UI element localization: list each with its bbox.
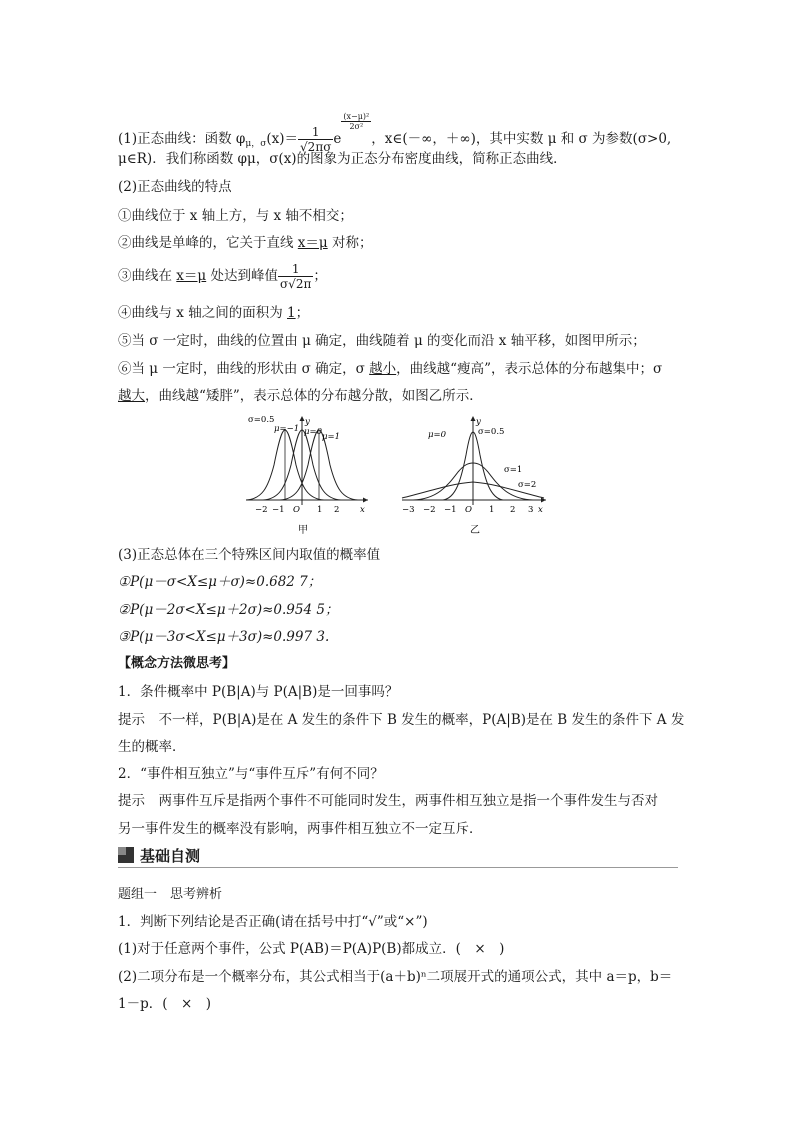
text: ； [313, 268, 327, 284]
mu-label: μ=−1 [274, 424, 300, 434]
tick-label: −3 [402, 505, 415, 515]
exercise-1-item-2a: (2)二项分布是一个概率分布，其公式相当于(a＋b)ⁿ二项展开式的通项公式，其中 a＝p，b＝ [118, 969, 673, 985]
figure-caption: 甲 [298, 525, 308, 536]
answer-1-line-1: 提示 不一样，P(B|A)是在 A 发生的条件下 B 发生的概率，P(A|B)是在 B 发生的条件下 A 发 [118, 712, 685, 728]
interval-1: ①P(μ－σ<X≤μ＋σ)≈0.682 7； [118, 574, 322, 590]
x-label: x [360, 505, 365, 515]
underlined-text: 越大 [118, 388, 145, 404]
answer-2-line-2: 另一事件发生的概率没有影响，两事件相互独立不一定互斥． [118, 821, 483, 837]
numerator: 1 [278, 262, 313, 277]
answer-2-line-1: 提示 两事件互斥是指两个事件不可能同时发生，两事件相互独立是指一个事件发生与否对 [118, 793, 658, 809]
text: ③曲线在 [118, 268, 177, 284]
group-title: 题组一 思考辨析 [118, 887, 223, 902]
section-title: 基础自测 [140, 846, 201, 865]
definition-line-1 [118, 112, 671, 154]
x-arrow [363, 498, 368, 503]
text: ，x∈(－∞，＋∞)，其中实数 μ 和 σ 为参数(σ>0, [371, 131, 672, 147]
text: ②曲线是单峰的，它关于直线 [118, 235, 298, 251]
tick-label: −2 [423, 505, 436, 515]
feature-5: ⑤当 σ 一定时，曲线的位置由 μ 确定，曲线随着 μ 的变化而沿 x 轴平移，如图甲所示； [118, 333, 646, 349]
interval-2: ②P(μ－2σ<X≤μ＋2σ)≈0.954 5； [118, 602, 339, 618]
underlined-text: x＝μ [176, 268, 207, 284]
y-label: y [305, 417, 310, 427]
tick-label: −1 [272, 505, 285, 515]
x-label: x [538, 505, 543, 515]
denominator: σ√2π [279, 277, 312, 291]
exercise-1: 1．判断下列结论是否正确(请在括号中打“√”或“×”) [118, 914, 428, 930]
text: 对称； [327, 235, 373, 251]
denominator: √2πσ [300, 140, 332, 154]
underlined-text: x＝μ [297, 235, 328, 251]
e-symbol: e [333, 131, 342, 147]
exercise-1-item-2b: 1－p．( × ) [118, 996, 212, 1012]
tick-label: 3 [528, 505, 534, 515]
text: (1)正态曲线：函数 φ [118, 131, 246, 147]
sigma-label: σ=1 [504, 465, 523, 475]
text: 处达到峰值 [206, 268, 278, 284]
question-2: 2．“事件相互独立”与“事件互斥”有何不同？ [118, 766, 384, 782]
numerator: (x−μ)² [343, 112, 370, 121]
underlined-text: 越小 [369, 361, 397, 377]
section-heading [118, 845, 200, 865]
mu-label: μ=0 [428, 430, 447, 440]
text: ④曲线与 x 轴之间的面积为 [118, 305, 287, 321]
feature-4 [118, 304, 309, 322]
text: ； [295, 305, 310, 321]
exponent-fraction [341, 112, 371, 131]
tick-label: 1 [489, 505, 495, 515]
text: (x)＝ [266, 131, 299, 147]
numerator: 1 [298, 125, 333, 140]
sigma-label: σ=0.5 [248, 415, 275, 425]
section-square-icon [118, 847, 134, 863]
feature-6b [118, 387, 483, 405]
tick-label: 2 [334, 505, 340, 515]
feature-3 [118, 262, 327, 291]
sigma-label: σ=2 [518, 480, 537, 490]
feature-1: ①曲线位于 x 轴上方，与 x 轴不相交； [118, 208, 353, 224]
y-arrow [471, 416, 476, 421]
mu-label: μ=1 [322, 432, 341, 442]
figure-jia [240, 410, 375, 538]
tick-label: 2 [510, 505, 516, 515]
text: ，曲线越“矮胖”，表示总体的分布越分散，如图乙所示． [145, 388, 483, 404]
y-arrow [300, 416, 305, 421]
interval-title: (3)正态总体在三个特殊区间内取值的概率值 [118, 547, 381, 563]
features-title: (2)正态曲线的特点 [118, 179, 232, 195]
subscript: μ，σ [245, 139, 267, 149]
tick-label: −2 [255, 505, 268, 515]
tick-label: O [465, 505, 472, 515]
y-label: y [476, 417, 481, 427]
figure-yi [398, 410, 550, 538]
tick-label: 1 [317, 505, 323, 515]
divider [118, 867, 678, 868]
text: ，曲线越“瘦高”，表示总体的分布越集中；σ [396, 361, 663, 377]
fraction [278, 262, 313, 291]
definition-line-2: μ∈R)．我们称函数 φμ，σ(x)的图象为正态分布密度曲线，简称正态曲线． [118, 151, 567, 167]
denominator: 2σ² [349, 122, 364, 131]
concept-title: 【概念方法微思考】 [118, 656, 236, 671]
tick-label: O [293, 505, 300, 515]
tick-label: −1 [444, 505, 457, 515]
mu-label: μ=0 [304, 427, 323, 437]
figure-caption: 乙 [470, 525, 480, 536]
underlined-text: 1 [287, 305, 296, 321]
text: ⑥当 μ 一定时，曲线的形状由 σ 确定，σ [118, 361, 370, 377]
sigma-label: σ=0.5 [478, 427, 505, 437]
feature-6a [118, 360, 662, 378]
exercise-1-item-1: (1)对于任意两个事件，公式 P(AB)＝P(A)P(B)都成立．( × ) [118, 941, 505, 957]
question-1: 1．条件概率中 P(B|A)与 P(A|B)是一回事吗？ [118, 684, 399, 700]
interval-3: ③P(μ－3σ<X≤μ＋3σ)≈0.997 3. [118, 629, 330, 645]
answer-1-line-2: 生的概率． [118, 739, 186, 755]
feature-2 [118, 234, 372, 252]
